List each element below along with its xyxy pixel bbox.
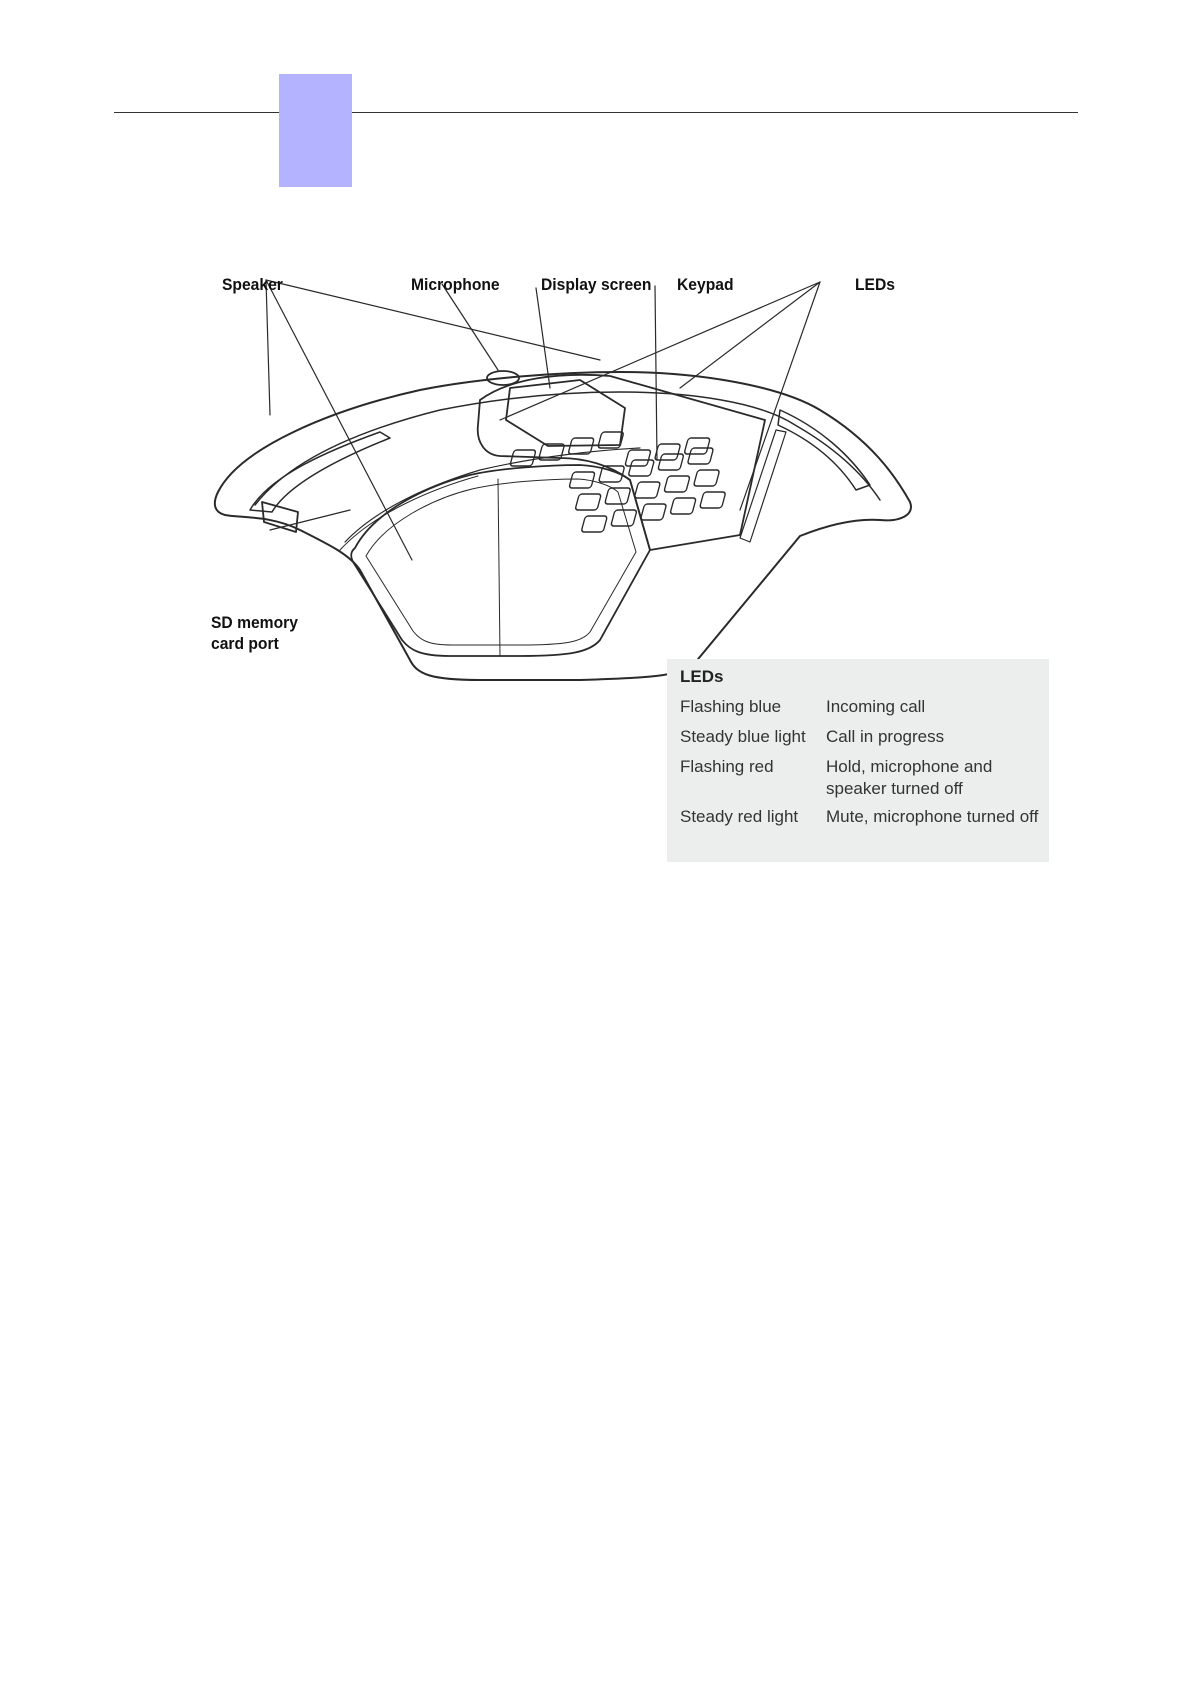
control-panel <box>478 375 765 550</box>
header-rule <box>114 112 1078 113</box>
led-meaning: Call in progress <box>826 727 945 746</box>
speaker-front-panel <box>351 465 650 656</box>
speaker-front-inner <box>366 479 636 645</box>
display-screen-label: Display screen <box>541 275 652 294</box>
led-strip <box>740 430 786 542</box>
led-meaning: Hold, microphone and speaker turned off <box>826 757 993 798</box>
led-legend-title: LEDs <box>680 667 724 686</box>
keypad-label: Keypad <box>677 275 734 294</box>
speaker-right-lobe <box>778 410 870 490</box>
display-screen <box>506 380 625 446</box>
leds-label: LEDs <box>855 275 895 294</box>
leader-lines <box>266 280 820 560</box>
led-state: Steady red light <box>680 807 799 826</box>
led-meaning: Mute, microphone turned off <box>826 807 1039 826</box>
sd-card-port-label: SD memory card port <box>211 613 298 653</box>
microphone-label: Microphone <box>411 275 500 294</box>
led-state: Steady blue light <box>680 727 806 746</box>
header-tab-marker <box>279 74 352 187</box>
speaker-label: Speaker <box>222 275 283 294</box>
keypad-keys <box>510 432 726 532</box>
led-state: Flashing red <box>680 757 774 776</box>
led-meaning: Incoming call <box>826 697 926 716</box>
led-state: Flashing blue <box>680 697 782 716</box>
speaker-center-seam <box>498 479 500 656</box>
led-legend-table <box>667 659 1049 862</box>
device-body-outline <box>215 372 911 680</box>
